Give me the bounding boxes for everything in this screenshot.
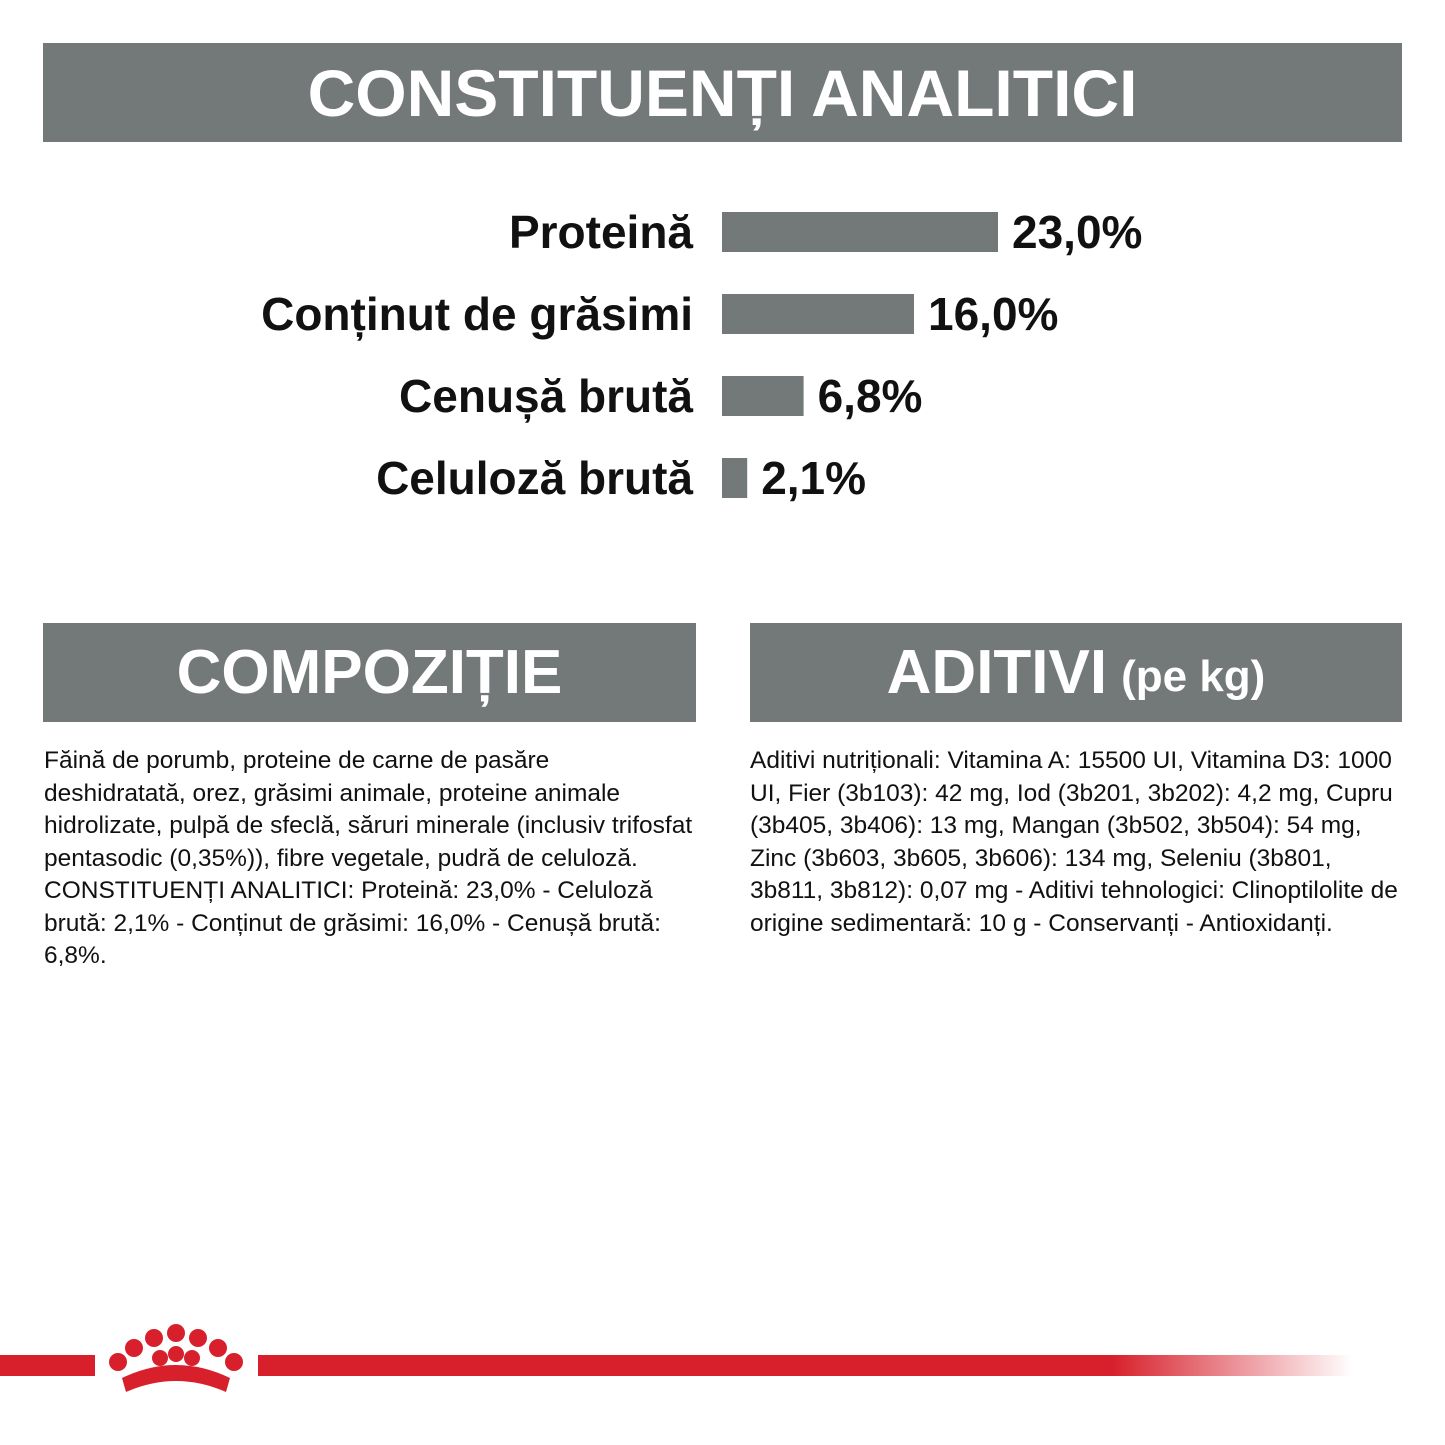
analitici-bar-chart <box>0 190 1445 520</box>
value-label: 2,1% <box>761 452 867 504</box>
value-label: 23,0% <box>1012 206 1143 258</box>
brand-stripe-right <box>258 1355 1353 1376</box>
value-label: 6,8% <box>817 370 923 422</box>
bar <box>722 376 804 416</box>
bar <box>722 458 747 498</box>
brand-footer <box>0 1318 1445 1398</box>
category-label: Cenușă brută <box>399 370 693 422</box>
compozitie-text <box>44 745 696 973</box>
crown-logo-icon <box>109 1324 243 1392</box>
aditivi-header <box>750 623 1402 722</box>
compozitie-paragraph: Făină de porumb, proteine de carne de pasăre deshidratată, orez, grăsimi animale, proteine animale hidrolizate, pulpă de sfeclă, săruri minerale (inclusiv trifosfat pentasodic (0,35%)), fibre vegetale, pudră de celuloză. <box>44 747 693 872</box>
analitici-header <box>43 43 1402 142</box>
compozitie-title: COMPOZIȚIE <box>176 638 563 707</box>
category-label: Celuloză brută <box>376 452 693 504</box>
aditivi-unit: (pe kg) <box>1121 651 1266 701</box>
analitici-title: CONSTITUENȚI ANALITICI <box>307 55 1138 130</box>
bar <box>722 294 914 334</box>
compozitie-header <box>43 623 696 722</box>
brand-stripe-left <box>0 1355 95 1376</box>
category-label: Proteină <box>508 206 693 258</box>
category-label: Conținut de grăsimi <box>261 288 693 340</box>
aditivi-text <box>750 745 1405 940</box>
bar <box>722 212 998 252</box>
aditivi-paragraph: Aditivi nutriționali: Vitamina A: 15500 UI, Vitamina D3: 1000 UI, Fier (3b103): 42 mg, Iod (3b201, 3b202): 4,2 mg, Cupru (3b405, 3b406): 13 mg, Mangan (3b502, 3b504): 54 mg, Zinc (3b603, 3b605, 3b606): 134 mg, Seleniu (3b801, 3b811, 3b812): 0,07 mg - Aditivi tehnologici: Clinoptilolite de origine sedimentară: 10 g - Conservanți - Antioxidanți. <box>750 747 1398 937</box>
aditivi-title: ADITIVI <box>886 638 1108 707</box>
compozitie-analytical: CONSTITUENȚI ANALITICI: Proteină: 23,0% - Celuloză brută: 2,1% - Conținut de grăsimi: 16,0% - Cenușă brută: 6,8%. <box>44 877 661 969</box>
value-label: 16,0% <box>928 288 1059 340</box>
